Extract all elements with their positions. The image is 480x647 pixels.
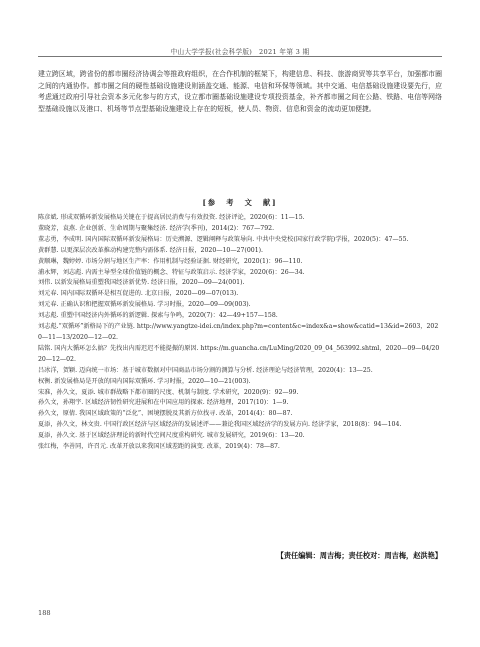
reference-item: 刘志彪.“双循环”新格局下的产业链. http://www.yangtze-idei.cn/index.php?m=content&c=index&a=show&catid=13&id=2603，2020—11—13/2020—12—02. bbox=[38, 323, 439, 341]
page-number: 188 bbox=[38, 609, 51, 617]
header-divider bbox=[38, 56, 442, 57]
reference-item: 孙久文，孙翔宇. 区域经济韧性研究进展和在中国应用的探索. 经济地理，2017(10)：1—9. bbox=[38, 399, 289, 407]
body-paragraph: 建立跨区域，跨省份的都市圈经济协调会等推政府组织，在合作机制的框架下，构建信息、科技、旅游商贸等共享平台，加强都市圈之间的内通协作。都市圈之间的硬性基础设施建设则涵盖交通、能源、电信和环保等领域。其中交通、电信基础设施建设要先行，应考虑通过政府引导社会资本多元化参与的方式，设立都市圈基础设施建设专项投资基金，补齐都市圈之间在公路、铁路、电信等网络型基础设施以及港口、机场等节点型基础设施建设上存在的短板，使人员、物资、信息和资金的流动更加便捷。 bbox=[38, 70, 442, 113]
running-header: 中山大学学报(社会科学版) 2021 年第 3 期 bbox=[170, 48, 310, 56]
reference-item: 董志勇，李成明. 国内国际双循环新发展格局：历史溯源、逻辑阐释与政策导向. 中共中央党校(国家行政学院)学报，2020(5)：47—55. bbox=[38, 235, 409, 243]
reference-item: 浦永辉，刘志彪. 内需主导型全球价值链的概念、特征与政策启示. 经济学家，2020(6)：26—34. bbox=[38, 268, 305, 276]
reference-item: 黄群慧. 以更深层次改革推动构建完整内需体系. 经济日报，2020—10—27(001). bbox=[38, 246, 264, 254]
reference-item: 吕冰洋，贺颖. 迈向统一市场：基于城市数据对中国商品市场分割的测算与分析. 经济理论与经济管理，2020(4)：13—25. bbox=[38, 366, 373, 374]
reference-item: 夏添，孙久文，林文贵. 中国行政区经济与区域经济的发展述评——兼论我国区域经济学的发展方向. 经济学家，2018(8)：94—104. bbox=[38, 421, 402, 429]
reference-list bbox=[38, 213, 442, 453]
reference-item: 刘元春. 正确认识和把握双循环新发展格局. 学习时报，2020—09—09(003). bbox=[38, 301, 251, 309]
reference-item: 董晓芳，袁燕. 企业创新、生命周期与聚集经济. 经济学(季刊)，2014(2)：767—792. bbox=[38, 224, 275, 232]
reference-item: 孙久文，原倩. 我国区域政策的“泛化”、困境摆脱及其新方位找寻. 改革，2014(4)：80—87. bbox=[38, 410, 293, 418]
body-text bbox=[38, 69, 442, 115]
reference-item: 张红梅，李善同，许召元. 改革开放以来我国区域差距的演变. 改革，2019(4)：78—87. bbox=[38, 443, 280, 451]
reference-item: 刘伟. 以新发展格局重塑我国经济新优势. 经济日报，2020—09—24(001). bbox=[38, 279, 245, 287]
reference-item: 权衡. 新发展格局是开放的国内国际双循环. 学习时报，2020—10—21(003). bbox=[38, 377, 251, 385]
reference-item: 夏添，孙久文. 基于区域经济理论的新时代空间尺度重构研究. 城市发展研究，2019(6)：13—20. bbox=[38, 432, 305, 440]
reference-item: 陆铭. 国内大循环怎么搞？先找出内需迟迟不能提振的原因. https://m.guancha.cn/LuMing/2020_09_04_563992.shtml，2020—09—04/2020—12—02. bbox=[38, 344, 440, 363]
editor-credit: 【责任编辑：周吉梅；责任校对：周吉梅，赵洪艳】 bbox=[276, 551, 442, 560]
reference-item: 刘志彪. 重塑中国经济内外循环的新逻辑. 探索与争鸣，2020(7)：42—49+157—158. bbox=[38, 312, 278, 320]
reference-item: 刘元春. 国内国际双循环是相互促进的. 北京日报，2020—09—07(013). bbox=[38, 290, 239, 298]
reference-item: 陈彦斌. 形成双循环新发展格局关键在于提高居民消费与有效投资. 经济评论，2020(6)：11—15. bbox=[38, 214, 305, 221]
reference-item: 宋准，孙久文，夏添. 城市群战略下都市圈的尺度、机制与制度. 学术研究，2020(9)：92—99. bbox=[38, 388, 299, 396]
reference-item: 黄顺琳，魏婷婷. 市场分割与地区生产率：作用机制与经验证据. 财经研究，2020(1)：96—110. bbox=[38, 257, 303, 265]
references-heading: [参 考 文 献] bbox=[202, 198, 278, 207]
